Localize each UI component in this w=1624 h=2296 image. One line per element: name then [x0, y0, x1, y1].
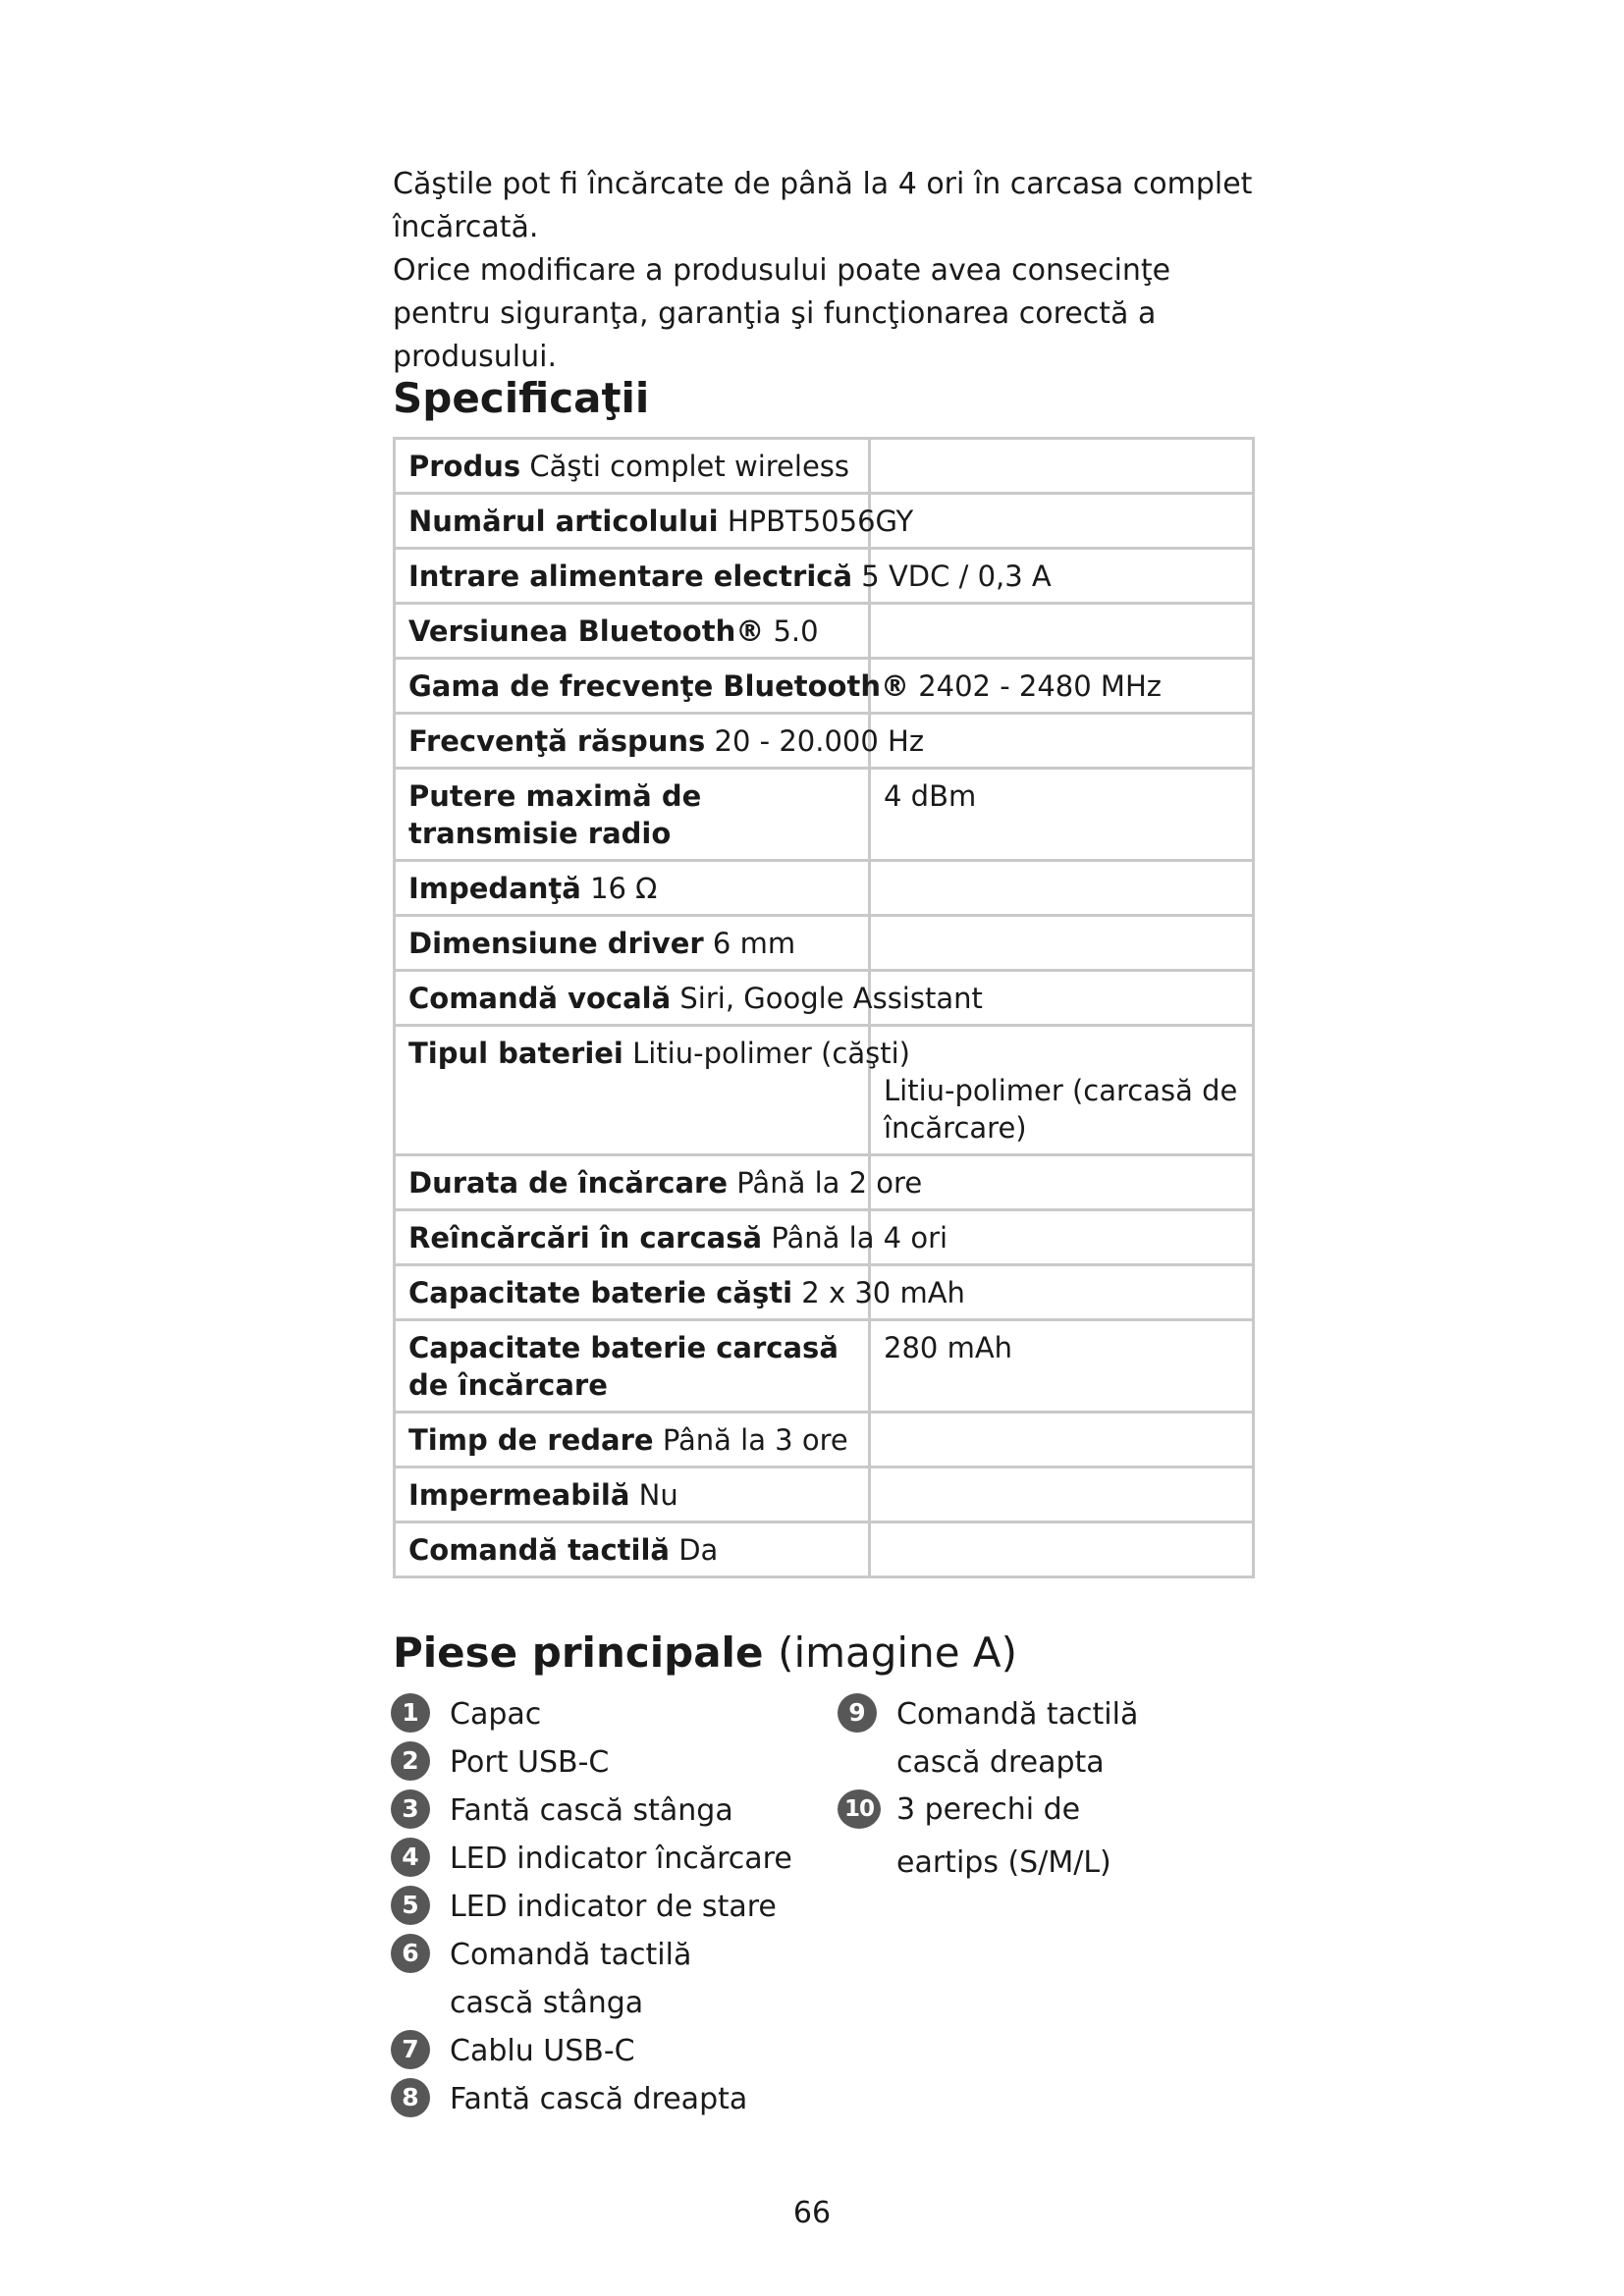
spec-cell [395, 916, 870, 971]
spec-value-secondary: Litiu-polimer (carcasă de încărcare) [884, 1074, 1238, 1145]
spec-row [395, 439, 1254, 494]
part-label: LED indicator încărcare [450, 1842, 792, 1876]
spec-key: Impedanţă [408, 872, 581, 905]
spec-cell [395, 769, 870, 861]
intro-text [393, 163, 1257, 379]
intro-paragraph: Orice modificare a produsului poate avea consecinţe pentru siguranţa, garanţia şi funcţionarea corectă a produsului. [393, 253, 1171, 374]
part-item [391, 1931, 823, 2027]
spec-key: Intrare alimentare electrică [408, 560, 853, 593]
part-item [391, 1690, 823, 1738]
spec-cell [395, 861, 870, 916]
part-number-badge: 4 [391, 1838, 430, 1877]
spec-cell-secondary [870, 439, 1254, 494]
part-label: Port USB-C [450, 1745, 610, 1780]
part-number-badge: 7 [391, 2030, 430, 2069]
spec-cell [395, 1413, 870, 1468]
spec-key: Putere maximă de transmisie radio [408, 779, 702, 850]
part-item [391, 2027, 823, 2075]
spec-key: Frecvenţă răspuns [408, 724, 706, 758]
spec-value: Litiu-polimer (căşti) [632, 1037, 910, 1070]
spec-key: Produs [408, 450, 521, 483]
part-number-badge: 6 [391, 1934, 430, 1973]
spec-key: Comandă tactilă [408, 1533, 670, 1567]
spec-row [395, 971, 1254, 1026]
spec-row [395, 1413, 1254, 1468]
spec-cell [395, 549, 1052, 604]
spec-value: 5.0 [773, 614, 819, 648]
parts-list-right [838, 1690, 1270, 1890]
part-label: Comandă tactilă cască dreapta [896, 1697, 1139, 1780]
part-label: Fantă cască stânga [450, 1793, 733, 1828]
spec-key: Gama de frecvenţe Bluetooth® [408, 669, 909, 703]
part-item [391, 1738, 823, 1787]
part-item [838, 1787, 1270, 1890]
part-label: LED indicator de stare [450, 1890, 777, 1924]
spec-row [395, 1320, 1254, 1413]
spec-value: 2402 - 2480 MHz [918, 669, 1162, 703]
spec-cell-secondary [870, 861, 1254, 916]
main-parts-heading [393, 1628, 1017, 1679]
part-item [838, 1690, 1270, 1787]
page-number: 66 [792, 2196, 832, 2230]
spec-cell-secondary [870, 769, 1254, 861]
part-item [391, 1883, 823, 1931]
spec-value: 5 VDC / 0,3 A [861, 560, 1052, 593]
spec-row [395, 714, 1254, 769]
spec-value: Nu [638, 1478, 678, 1512]
spec-cell-secondary [870, 714, 1254, 769]
part-label: Comandă tactilă cască stânga [450, 1938, 692, 2020]
spec-key: Reîncărcări în carcasă [408, 1221, 763, 1255]
part-label: Cablu USB-C [450, 2034, 635, 2068]
part-number-badge: 1 [391, 1693, 430, 1733]
spec-key: Versiunea Bluetooth® [408, 614, 765, 648]
spec-key: Tipul bateriei [408, 1037, 623, 1070]
spec-key: Capacitate baterie carcasă de încărcare [408, 1331, 839, 1402]
specifications-heading: Specificaţii [393, 374, 650, 422]
spec-cell-secondary [870, 1468, 1254, 1522]
spec-cell-secondary [870, 1026, 1254, 1155]
spec-key: Numărul articolului [408, 505, 719, 538]
spec-cell-secondary [870, 494, 1254, 549]
spec-cell [395, 714, 925, 769]
spec-value: 4 dBm [884, 779, 977, 813]
spec-cell-secondary [870, 1320, 1254, 1413]
spec-key: Dimensiune driver [408, 927, 704, 960]
spec-value: 20 - 20.000 Hz [714, 724, 925, 758]
spec-cell [395, 1155, 923, 1210]
spec-cell-secondary [870, 604, 1254, 659]
spec-key: Comandă vocală [408, 982, 672, 1015]
spec-cell-secondary [870, 1413, 1254, 1468]
part-item [391, 1835, 823, 1883]
spec-row [395, 494, 1254, 549]
spec-value: HPBT5056GY [727, 505, 914, 538]
spec-cell-secondary [870, 916, 1254, 971]
spec-row [395, 1468, 1254, 1522]
spec-row [395, 769, 1254, 861]
parts-list-left [391, 1690, 823, 2123]
spec-cell [395, 1210, 948, 1265]
spec-cell [395, 1320, 870, 1413]
spec-cell [395, 971, 983, 1026]
part-label: Fantă cască dreapta [450, 2082, 748, 2116]
spec-cell [395, 494, 914, 549]
part-number-badge: 8 [391, 2078, 430, 2117]
spec-row [395, 1265, 1254, 1320]
part-label: 3 perechi de eartips (S/M/L) [896, 1792, 1111, 1880]
spec-key: Impermeabilă [408, 1478, 630, 1512]
spec-value: Căşti complet wireless [529, 450, 850, 483]
spec-cell [395, 1522, 870, 1577]
spec-row [395, 861, 1254, 916]
spec-row [395, 1026, 1254, 1155]
spec-cell [395, 1265, 965, 1320]
part-item [391, 1787, 823, 1835]
spec-key: Timp de redare [408, 1423, 654, 1457]
spec-value: 280 mAh [884, 1331, 1013, 1364]
spec-key: Durata de încărcare [408, 1166, 729, 1200]
part-number-badge: 10 [838, 1789, 881, 1829]
part-number-badge: 2 [391, 1741, 430, 1781]
spec-value: Siri, Google Assistant [679, 982, 983, 1015]
part-label: Capac [450, 1697, 542, 1732]
spec-cell-secondary [870, 1522, 1254, 1577]
spec-cell [395, 439, 870, 494]
spec-cell [395, 1026, 910, 1155]
spec-value: 16 Ω [590, 872, 658, 905]
spec-row [395, 1155, 1254, 1210]
part-number-badge: 9 [838, 1693, 877, 1733]
main-parts-heading-title: Piese principale [393, 1629, 764, 1677]
spec-row [395, 916, 1254, 971]
spec-value: Până la 3 ore [662, 1423, 848, 1457]
spec-value: Până la 2 ore [736, 1166, 923, 1200]
spec-row [395, 1522, 1254, 1577]
spec-key: Capacitate baterie căşti [408, 1276, 793, 1309]
spec-row [395, 1210, 1254, 1265]
part-number-badge: 3 [391, 1789, 430, 1829]
spec-value: Până la 4 ori [771, 1221, 948, 1255]
part-number-badge: 5 [391, 1886, 430, 1925]
spec-row [395, 659, 1254, 714]
intro-paragraph: Căştile pot fi încărcate de până la 4 ori în carcasa complet încărcată. [393, 167, 1253, 244]
spec-value: Da [678, 1533, 719, 1567]
spec-value: 2 x 30 mAh [801, 1276, 965, 1309]
spec-cell [395, 1468, 870, 1522]
part-item [391, 2075, 823, 2123]
main-parts-heading-suffix: (imagine A) [778, 1629, 1018, 1677]
spec-row [395, 549, 1254, 604]
spec-value: 6 mm [712, 927, 796, 960]
spec-cell [395, 604, 870, 659]
spec-row [395, 604, 1254, 659]
spec-cell-secondary [870, 1155, 1254, 1210]
specifications-table [393, 437, 1255, 1578]
spec-cell [395, 659, 1162, 714]
